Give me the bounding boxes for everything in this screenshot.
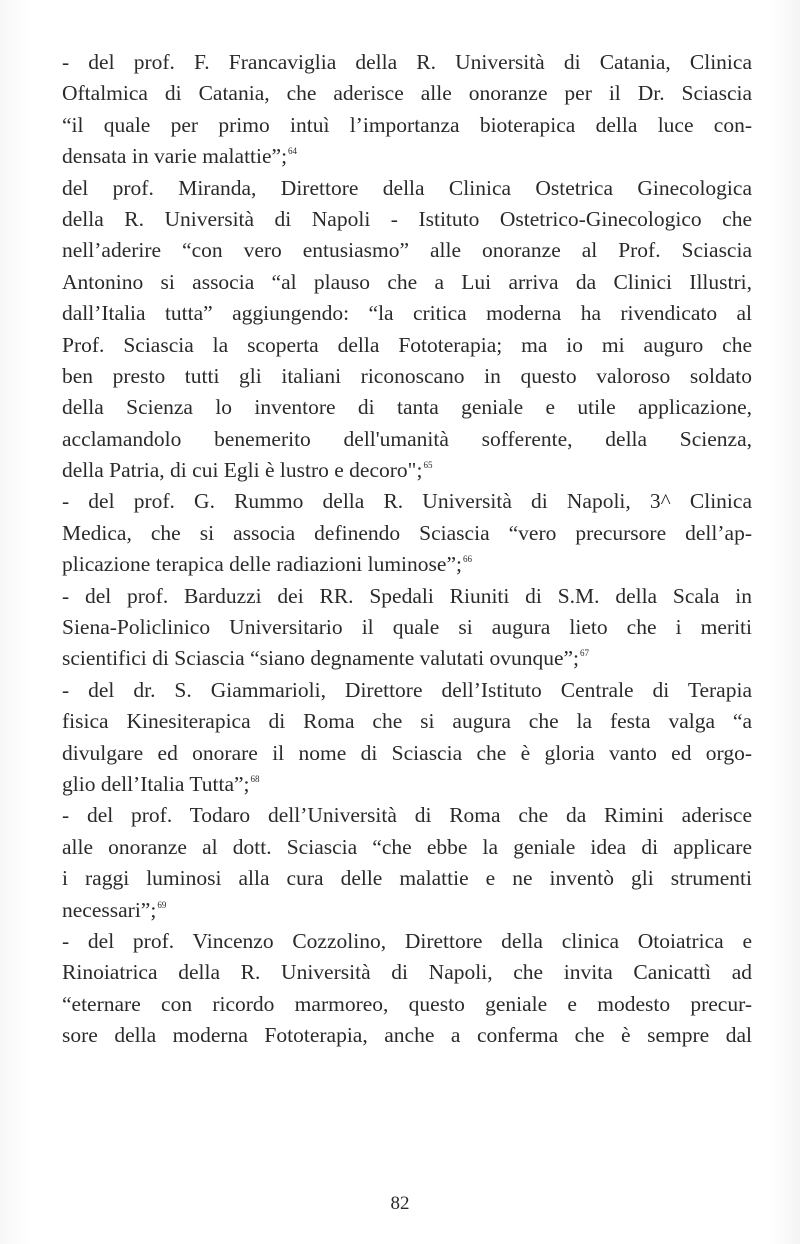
text-line	[62, 141, 752, 172]
text-line	[62, 204, 752, 235]
text-line	[62, 486, 752, 517]
footnote-marker: 68	[250, 773, 260, 784]
line-text: della Patria, di cui Egli è lustro e decoro";	[62, 458, 423, 483]
line-text: scientifici di Sciascia “siano degnamente valutati ovunque”;	[62, 646, 580, 671]
line-text: - del prof. Barduzzi dei RR. Spedali Riuniti di S.M. della Scala in	[62, 583, 752, 608]
body-text	[62, 47, 752, 1052]
line-text: “il quale per primo intuì l’importanza bioterapica della luce con-	[62, 112, 752, 137]
footnote-marker: 67	[580, 648, 590, 659]
line-text: sore della moderna Fototerapia, anche a conferma che è sempre dal	[62, 1023, 752, 1048]
text-line	[62, 926, 752, 957]
text-line	[62, 895, 752, 926]
text-line	[62, 769, 752, 800]
footnote-marker: 66	[462, 554, 472, 565]
line-text: necessari”;	[62, 897, 157, 922]
footnote-marker: 64	[288, 146, 298, 157]
line-text: alle onoranze al dott. Sciascia “che ebbe la geniale idea di applicare	[62, 834, 752, 859]
text-line	[62, 424, 752, 455]
text-line	[62, 549, 752, 580]
line-text: divulgare ed onorare il nome di Sciascia che è gloria vanto ed orgo-	[62, 740, 752, 765]
text-line	[62, 800, 752, 831]
line-text: Oftalmica di Catania, che aderisce alle onoranze per il Dr. Sciascia	[62, 81, 752, 106]
line-text: “eternare con ricordo marmoreo, questo geniale e modesto precur-	[62, 991, 752, 1016]
line-text: Antonino si associa “al plauso che a Lui arriva da Clinici Illustri,	[62, 269, 752, 294]
line-text: della R. Università di Napoli - Istituto Ostetrico-Ginecologico che	[62, 206, 752, 231]
line-text: fisica Kinesiterapica di Roma che si augura che la festa valga “a	[62, 709, 752, 734]
text-line	[62, 267, 752, 298]
text-line	[62, 863, 752, 894]
line-text: i raggi luminosi alla cura delle malattie e ne inventò gli strumenti	[62, 866, 752, 891]
text-line	[62, 173, 752, 204]
footnote-marker: 65	[423, 460, 433, 471]
text-line	[62, 1020, 752, 1051]
line-text: Prof. Sciascia la scoperta della Fototerapia; ma io mi auguro che	[62, 332, 752, 357]
text-line	[62, 643, 752, 674]
text-line	[62, 47, 752, 78]
text-line	[62, 235, 752, 266]
line-text: Medica, che si associa definendo Sciascia “vero precursore dell’ap-	[62, 520, 752, 545]
line-text: - del prof. Todaro dell’Università di Roma che da Rimini aderisce	[62, 803, 752, 828]
line-text: nell’aderire “con vero entusiasmo” alle onoranze al Prof. Sciascia	[62, 238, 752, 263]
text-line	[62, 738, 752, 769]
text-line	[62, 581, 752, 612]
text-line	[62, 675, 752, 706]
line-text: - del prof. G. Rummo della R. Università di Napoli, 3^ Clinica	[62, 489, 752, 514]
line-text: plicazione terapica delle radiazioni luminose”;	[62, 552, 462, 577]
line-text: della Scienza lo inventore di tanta geniale e utile applicazione,	[62, 395, 752, 420]
text-line	[62, 361, 752, 392]
line-text: Rinoiatrica della R. Università di Napoli, che invita Canicattì ad	[62, 960, 752, 985]
text-line	[62, 298, 752, 329]
line-text: ben presto tutti gli italiani riconoscano in questo valoroso soldato	[62, 363, 752, 388]
footnote-marker: 69	[157, 899, 167, 910]
text-line	[62, 110, 752, 141]
text-line	[62, 518, 752, 549]
text-line	[62, 612, 752, 643]
text-line	[62, 78, 752, 109]
text-line	[62, 832, 752, 863]
line-text: - del prof. Vincenzo Cozzolino, Direttore della clinica Otoiatrica e	[62, 928, 752, 953]
line-text: densata in varie malattie”;	[62, 144, 288, 169]
line-text: - del dr. S. Giammarioli, Direttore dell’Istituto Centrale di Terapia	[62, 677, 752, 702]
text-line	[62, 957, 752, 988]
line-text: acclamandolo benemerito dell'umanità sofferente, della Scienza,	[62, 426, 752, 451]
text-line	[62, 989, 752, 1020]
page-number: 82	[390, 1193, 410, 1214]
line-text: del prof. Miranda, Direttore della Clinica Ostetrica Ginecologica	[62, 175, 752, 200]
line-text: glio dell’Italia Tutta”;	[62, 771, 250, 796]
text-line	[62, 392, 752, 423]
line-text: dall’Italia tutta” aggiungendo: “la critica moderna ha rivendicato al	[62, 301, 752, 326]
text-line	[62, 706, 752, 737]
line-text: Siena-Policlinico Universitario il quale si augura lieto che i meriti	[62, 615, 752, 640]
text-line	[62, 455, 752, 486]
line-text: - del prof. F. Francaviglia della R. Università di Catania, Clinica	[62, 50, 752, 74]
text-line	[62, 330, 752, 361]
